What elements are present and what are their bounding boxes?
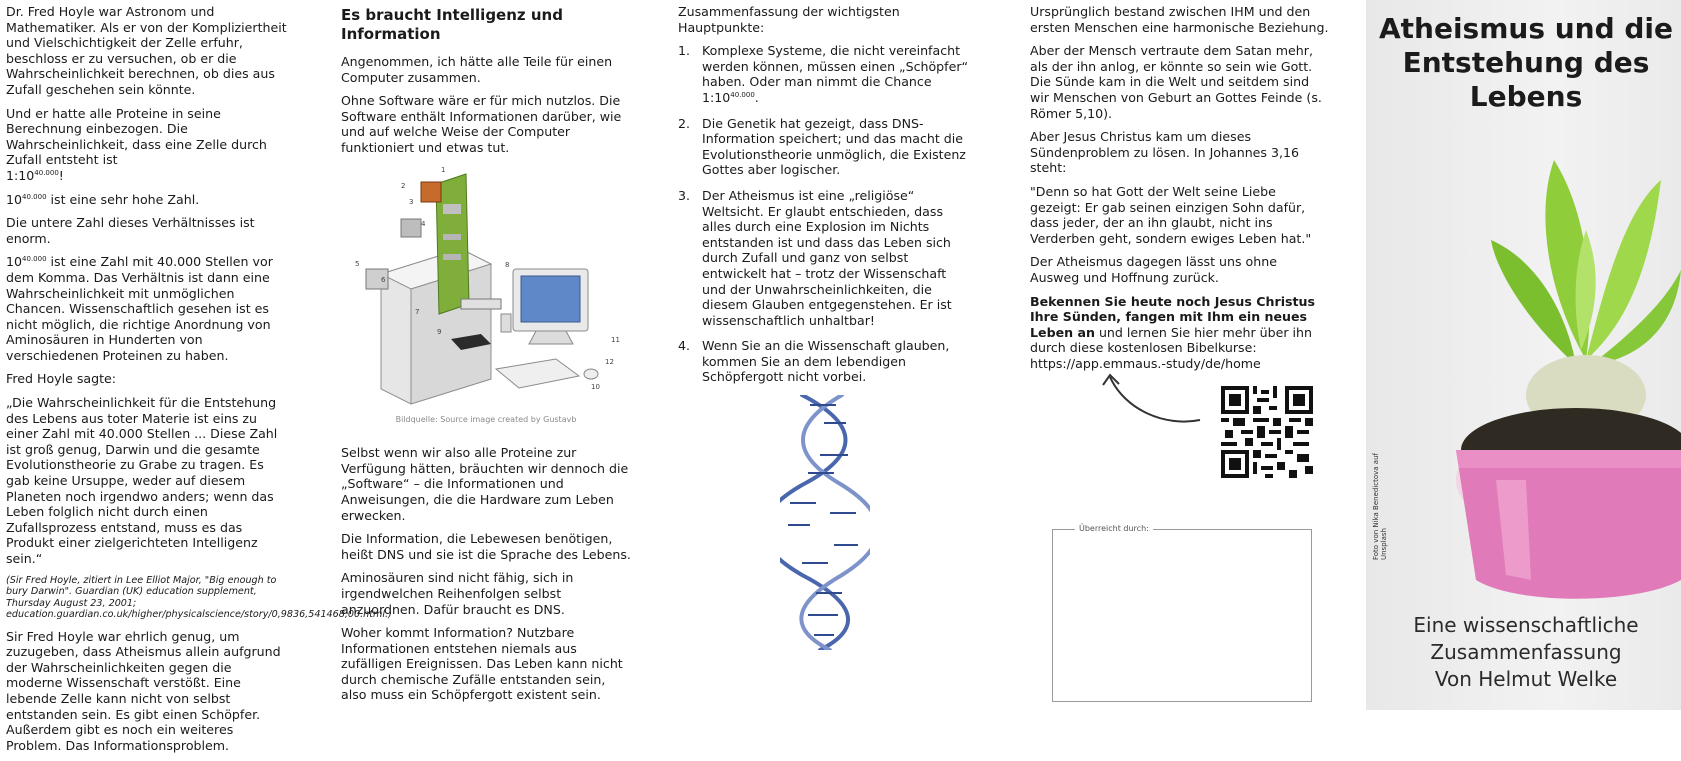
exponent: 40.000 [22,192,47,201]
subtitle-line: Von Helmut Welke [1434,667,1618,691]
paragraph: Die untere Zahl dieses Verhältnisses ist enorm. [6,215,255,246]
subtitle-line: Eine wissenschaftliche [1413,613,1639,637]
list-item [678,188,970,328]
item-text: Komplexe Systeme, die nicht vereinfacht werden können, müssen einen „Schöpfer“ haben. Oder man nimmt die Chance 1:10 [702,43,969,105]
paragraph: Aber Jesus Christus kam um dieses Sündenproblem zu lösen. In Johannes 3,16 steht: [1030,129,1300,176]
exponent: 40.000 [730,90,755,99]
paragraph: Fred Hoyle sagte: [6,371,117,387]
figure-number: 10 [591,382,600,391]
paragraph: Aber der Mensch vertraute dem Satan mehr, als der ihn anlog, er könnte so sein wie Gott. Die Sünde kam in die Welt und seitdem sind wir Menschen von Geburt an Gottes Feinde (s. Römer 5,10). [1030,43,1322,121]
paragraph [6,106,288,184]
figure-number: 3 [409,197,414,206]
figure-number: 5 [355,259,360,268]
text: Und er hatte alle Proteine in seine Berechnung einbezogen. Die Wahrscheinlichkeit, dass eine Zelle durch Zufall entsteht ist [6,105,267,168]
paragraph [1030,294,1330,372]
dna-helix-illustration [780,395,870,650]
paragraph: Selbst wenn wir also alle Proteine zur Verfügung hätten, bräuchten wir dennoch die „Software“ – die Informationen und Anweisungen, die die Hardware zum Leben erwecken. [341,445,629,523]
item-number: 4. [678,338,691,354]
section-heading: Es braucht Intelligenz und Information [341,6,563,43]
hoyle-quote: „Die Wahrscheinlichkeit für die Entstehung des Lebens aus toter Materie ist eins zu einer Zahl mit 40.000 Stellen ... Diese Zahl ist groß genug, Darwin und die gesamte Evolutionstheorie zu Grabe zu tragen. Es gab keine Ursuppe, weder auf diesem Planeten noch irgendwo anders; wenn das Leben folglich nicht durch einen Zufallsprozess entstand, muss es das Produkt einer zielgerichteten Intelligenz sein.“ [6,395,278,566]
hyacinth-plant-illustration [1436,150,1681,610]
subtitle-line: Zusammenfassung [1430,640,1622,664]
cover-subtitle [1376,612,1676,693]
figure-number: 1 [441,165,446,174]
figure-number: 2 [401,181,406,190]
item-text: Wenn Sie an die Wissenschaft glauben, kommen Sie an dem lebendigen Schöpfergott nicht vorbei. [702,338,950,385]
figure-number: 4 [421,219,426,228]
figure-number: 12 [605,357,614,366]
ratio: 1:10 [6,167,35,183]
summary-intro: Zusammenfassung der wichtigsten Hauptpunkte: [678,4,900,35]
base: 10 [6,191,23,207]
list-item [678,116,970,178]
paragraph: Sir Fred Hoyle war ehrlich genug, um zuzugeben, dass Atheismus allein aufgrund der Wahrscheinlichkeiten gegen die moderne Wissenschaft verstößt. Eine lebende Zelle kann nicht von selbst entstanden sein. Es gibt einen Schöpfer. Außerdem gibt es noch ein weiteres Problem. Das Informationsproblem. [6,628,281,753]
citation: (Sir Fred Hoyle, zitiert in Lee Elliot Major, "Big enough to bury Darwin". Guardian (UK) education supplement, Thursday August 23, 2001; education.guardian.co.uk/higher/physicalscience/story/0,9836,541468,00.html.) [6,574,392,621]
paragraph: Ohne Software wäre er für mich nutzlos. Die Software enthält Informationen darüber, wie und auf welche Weise der Computer funktioniert und etwas tut. [341,93,622,155]
image-caption: Bildquelle: Source image created by Gustavb [395,414,577,424]
computer-parts-svg [341,164,631,410]
overprint-box [1052,524,1312,702]
curved-arrow-icon [1095,365,1205,425]
photo-credit: Foto von Nika Benedictova auf Unsplash [1372,453,1388,560]
item-number: 3. [678,187,691,203]
summary-list [678,43,970,385]
paragraph: Ursprünglich bestand zwischen IHM und den ersten Menschen eine harmonische Beziehung. [1030,4,1329,35]
figure-number: 7 [415,307,420,316]
figure-number: 8 [505,260,510,269]
item-text: Die Genetik hat gezeigt, dass DNS-Information speichert; und das macht die Evolutionstheorie unmöglich, die Existenz Gottes aber logischer. [702,115,966,178]
item-number: 2. [678,115,691,131]
text: ! [58,167,64,183]
paragraph: Die Information, die Lebewesen benötigen, heißt DNS und sie ist die Sprache des Lebens. [341,531,631,562]
paragraph: Dr. Fred Hoyle war Astronom und Mathematiker. Als er von der Kompliziertheit und Vielschichtigkeit der Zelle erfuhr, beschloss er zu versuchen, ob er die Wahrscheinlichkeit berechnen, ob dies aus Zufall geschehen sein könnte. [6,4,287,97]
paragraph: Angenommen, ich hätte alle Teile für einen Computer zusammen. [341,54,613,85]
text: ist eine Zahl mit 40.000 Stellen vor dem Komma. Das Verhältnis ist dann eine Wahrscheinlichkeit mit unmöglichen Chancen. Wissenschaftlich gesehen ist es nicht möglich, die richtige Anordnung von Aminosäuren in Hunderten von verschiedenen Proteinen zu haben. [6,254,273,363]
course-link-text: und lernen Sie hier mehr über ihn durch diese kostenlosen Bibelkurse: https://app.emmaus.-study/de/home [1030,324,1313,371]
list-item [678,338,970,385]
column-summary [678,4,970,395]
paragraph [6,254,288,363]
exponent: 40.000 [34,168,59,177]
base: 10 [6,254,23,270]
list-item [678,43,970,105]
paragraph: Der Atheismus dagegen lässt uns ohne Ausweg und Hoffnung zurück. [1030,254,1277,285]
qr-code[interactable] [1221,386,1313,478]
call-to-action: Bekennen Sie heute noch Jesus Christus Ihre Sünden, fangen mit Ihm ein neues Leben an [1030,293,1315,340]
paragraph [6,192,288,208]
item-end: . [754,89,759,105]
overprint-label: Überreicht durch: [1075,524,1153,533]
text: ist eine sehr hohe Zahl. [46,191,200,207]
paragraph: Aminosäuren sind nicht fähig, sich in irgendwelchen Reihenfolgen selbst anzuordnen. Dafür braucht es DNS. [341,570,574,617]
cover-title: Atheismus und die Entstehung des Lebens [1378,12,1674,113]
figure-number: 9 [437,327,442,336]
figure-number: 6 [381,275,386,284]
bible-quote: "Denn so hat Gott der Welt seine Liebe gezeigt: Er gab seinen einzigen Sohn dafür, dass jeder, der an ihn glaubt, nicht ins Verderben geht, sondern ewiges Leben hat." [1030,183,1312,246]
item-text: Der Atheismus ist eine „religiöse“ Weltsicht. Er glaubt entschieden, dass alles durch eine Explosion im Nichts entstanden ist und dass das Leben sich durch Zufall und ganz von selbst entwickelt hat – trotz der Wissenschaft und der Unwahrscheinlichkeiten, die diesem Glauben entgegenstehen. Er ist wissenschaftlich unhaltbar! [702,187,952,328]
column-gospel [1030,4,1330,379]
cover-panel [1366,0,1681,710]
column-intelligence [341,6,631,711]
column-hoyle [6,4,392,761]
exponent: 40.000 [22,255,47,264]
paragraph: Woher kommt Information? Nutzbare Informationen entstehen niemals aus zufälligen Ereignissen. Das Leben kann nicht durch chemische Zufälle entstanden sein, also muss ein Schöpfergott existent sein. [341,625,623,703]
figure-number: 11 [611,335,620,344]
computer-exploded-illustration [341,164,631,410]
item-number: 1. [678,43,691,59]
